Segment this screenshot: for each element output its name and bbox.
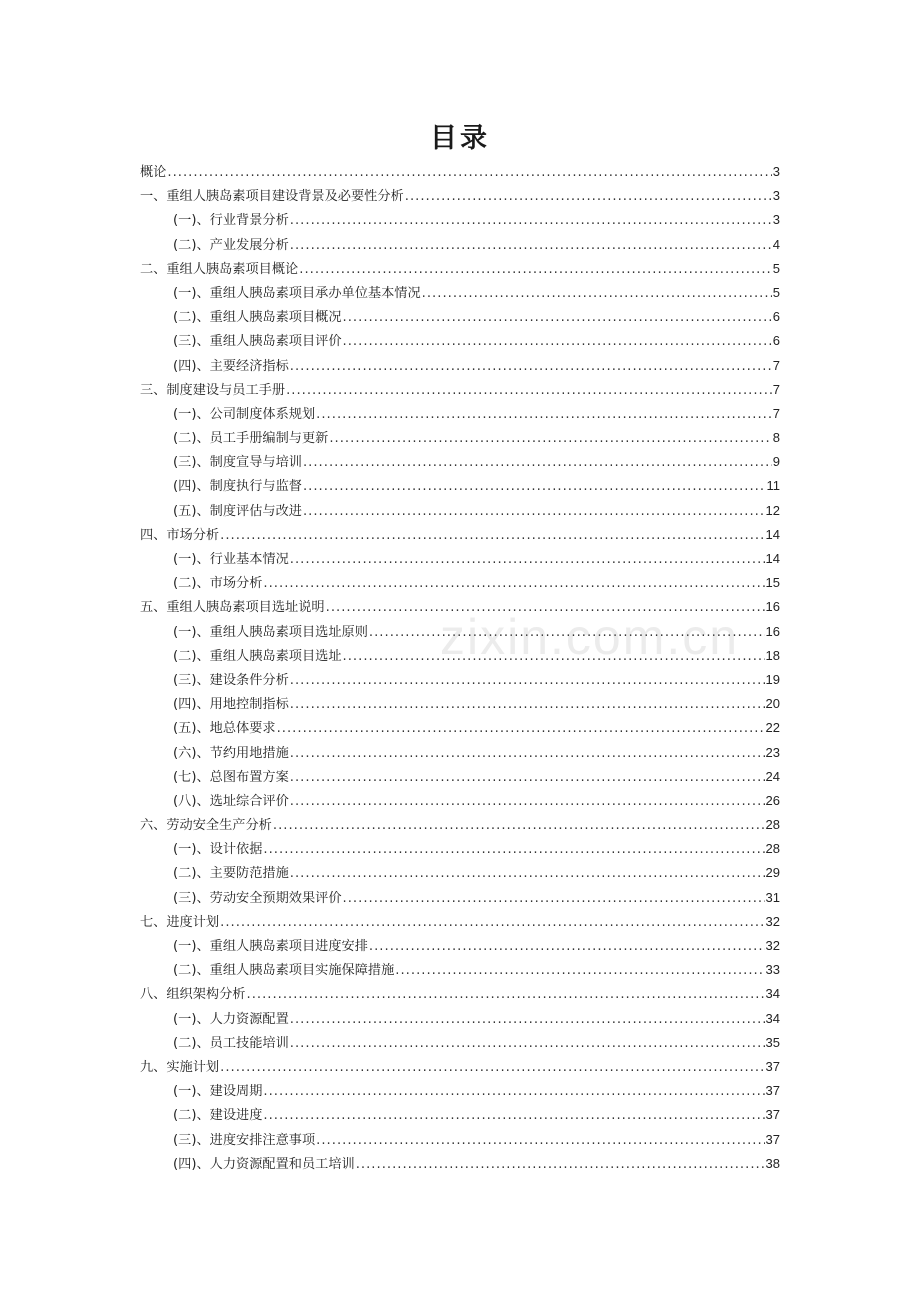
toc-entry-label: (二)、重组人胰岛素项目概况 — [173, 310, 342, 326]
toc-entry[interactable] — [140, 716, 780, 740]
toc-entry[interactable] — [140, 281, 780, 305]
toc-entry-label: 一、重组人胰岛素项目建设背景及必要性分析 — [140, 189, 404, 205]
watermark: zixin.com.cn — [440, 609, 740, 665]
toc-entry-label: (五)、地总体要求 — [173, 721, 276, 737]
toc-entry-page-number: 7 — [772, 357, 780, 373]
toc-entry-label: (四)、用地控制指标 — [173, 697, 289, 713]
toc-entry[interactable] — [140, 426, 780, 450]
toc-entry-page-number: 9 — [772, 454, 780, 470]
toc-entry[interactable] — [140, 837, 780, 861]
toc-entry-page-number: 31 — [765, 889, 780, 905]
toc-entry-page-number: 37 — [765, 1058, 780, 1074]
toc-entry-label: (二)、产业发展分析 — [173, 237, 289, 253]
toc-dot-leader — [326, 596, 765, 620]
toc-entry[interactable] — [140, 1031, 780, 1055]
toc-entry-page-number: 20 — [765, 696, 780, 712]
toc-entry[interactable] — [140, 499, 780, 523]
toc-dot-leader — [395, 959, 764, 983]
toc-entry-label: (八)、选址综合评价 — [173, 793, 289, 809]
toc-entry-page-number: 16 — [765, 599, 780, 615]
toc-entry-label: (一)、公司制度体系规划 — [173, 406, 316, 422]
toc-entry[interactable] — [140, 184, 780, 208]
toc-entry[interactable] — [140, 547, 780, 571]
toc-entry[interactable] — [140, 620, 780, 644]
toc-entry-page-number: 15 — [765, 575, 780, 591]
toc-entry-label: (二)、员工手册编制与更新 — [173, 431, 329, 447]
toc-entry-label: (一)、重组人胰岛素项目选址原则 — [173, 624, 368, 640]
toc-entry-label: (三)、进度安排注意事项 — [173, 1132, 316, 1148]
toc-entry[interactable] — [140, 450, 780, 474]
toc-dot-leader — [167, 161, 771, 185]
toc-entry-page-number: 37 — [765, 1107, 780, 1123]
toc-entry-page-number: 14 — [765, 526, 780, 542]
toc-entry-label: (二)、员工技能培训 — [173, 1035, 289, 1051]
toc-entry-page-number: 3 — [772, 212, 780, 228]
toc-entry[interactable] — [140, 1055, 780, 1079]
toc-dot-leader — [290, 766, 765, 790]
toc-dot-leader — [369, 621, 765, 645]
toc-entry-page-number: 34 — [765, 1010, 780, 1026]
toc-entry[interactable] — [140, 402, 780, 426]
toc-dot-leader — [290, 355, 772, 379]
toc-entry-page-number: 28 — [765, 817, 780, 833]
toc-entry[interactable] — [140, 910, 780, 934]
toc-entry[interactable] — [140, 861, 780, 885]
toc-entry[interactable] — [140, 1152, 780, 1176]
toc-entry[interactable] — [140, 571, 780, 595]
toc-dot-leader — [303, 475, 766, 499]
toc-entry-label: (二)、市场分析 — [173, 576, 263, 592]
toc-entry-label: (四)、人力资源配置和员工培训 — [173, 1156, 355, 1172]
toc-dot-leader — [303, 500, 765, 524]
toc-dot-leader — [290, 1008, 765, 1032]
toc-dot-leader — [273, 814, 765, 838]
toc-entry-page-number: 16 — [765, 623, 780, 639]
toc-entry-label: (二)、建设进度 — [173, 1108, 263, 1124]
toc-entry-label: (五)、制度评估与改进 — [173, 503, 302, 519]
toc-entry-label: 七、进度计划 — [140, 914, 220, 930]
table-of-contents — [140, 160, 780, 1176]
toc-entry[interactable] — [140, 160, 780, 184]
toc-entry-page-number: 22 — [765, 720, 780, 736]
toc-dot-leader — [290, 742, 765, 766]
toc-dot-leader — [290, 548, 765, 572]
toc-entry[interactable] — [140, 305, 780, 329]
toc-entry-label: (二)、重组人胰岛素项目选址 — [173, 648, 342, 664]
toc-entry[interactable] — [140, 1007, 780, 1031]
toc-entry-page-number: 4 — [772, 236, 780, 252]
toc-entry-label: (一)、行业基本情况 — [173, 552, 289, 567]
toc-entry[interactable] — [140, 1128, 780, 1152]
toc-entry-label: (三)、劳动安全预期效果评价 — [173, 890, 342, 906]
toc-dot-leader — [247, 983, 765, 1007]
toc-entry-page-number: 11 — [766, 478, 780, 494]
toc-entry-label: (一)、设计依据 — [173, 842, 263, 858]
toc-entry-page-number: 32 — [765, 938, 780, 953]
toc-dot-leader — [277, 717, 765, 741]
toc-dot-leader — [405, 185, 772, 209]
toc-entry-page-number: 33 — [765, 962, 780, 978]
toc-entry-page-number: 28 — [765, 841, 780, 857]
toc-entry-label: 六、劳动安全生产分析 — [140, 818, 272, 834]
toc-entry-label: (三)、制度宣导与培训 — [173, 455, 302, 471]
toc-entry-label: 概论 — [140, 165, 167, 180]
toc-entry-page-number: 23 — [765, 744, 780, 760]
toc-entry[interactable] — [140, 523, 780, 547]
toc-dot-leader — [263, 1104, 764, 1128]
toc-entry[interactable] — [140, 813, 780, 837]
toc-dot-leader — [286, 379, 772, 403]
toc-entry-page-number: 26 — [765, 792, 780, 808]
page-title: 目录 — [430, 123, 490, 154]
toc-entry-label: (二)、重组人胰岛素项目实施保障措施 — [173, 963, 395, 979]
toc-entry-label: 九、实施计划 — [140, 1059, 220, 1075]
toc-entry-page-number: 5 — [772, 284, 780, 300]
toc-dot-leader — [290, 1032, 765, 1056]
toc-entry-label: (一)、重组人胰岛素项目承办单位基本情况 — [173, 285, 421, 301]
toc-dot-leader — [290, 790, 765, 814]
toc-entry-page-number: 37 — [765, 1131, 780, 1147]
toc-entry[interactable] — [140, 474, 780, 498]
toc-entry-page-number: 7 — [772, 405, 780, 421]
toc-entry[interactable] — [140, 257, 780, 281]
toc-dot-leader — [316, 403, 772, 427]
toc-entry-page-number: 12 — [765, 502, 780, 518]
toc-entry-page-number: 3 — [772, 188, 780, 204]
toc-dot-leader — [343, 330, 772, 354]
toc-entry-label: (一)、人力资源配置 — [173, 1011, 289, 1027]
toc-entry[interactable] — [140, 958, 780, 982]
toc-entry-label: (四)、主要经济指标 — [173, 358, 289, 374]
toc-dot-leader — [343, 645, 765, 669]
toc-dot-leader — [356, 1153, 765, 1177]
toc-entry-page-number: 34 — [765, 986, 780, 1002]
toc-entry-label: (一)、重组人胰岛素项目进度安排 — [173, 939, 368, 954]
toc-entry-page-number: 37 — [765, 1083, 780, 1099]
toc-dot-leader — [290, 209, 772, 233]
toc-dot-leader — [220, 911, 764, 935]
toc-dot-leader — [263, 572, 764, 596]
toc-entry-page-number: 29 — [765, 865, 780, 881]
toc-dot-leader — [290, 693, 765, 717]
toc-entry-page-number: 8 — [772, 430, 780, 446]
toc-entry[interactable] — [140, 692, 780, 716]
toc-dot-leader — [299, 258, 772, 282]
toc-dot-leader — [343, 887, 765, 911]
toc-entry[interactable] — [140, 982, 780, 1006]
toc-entry-label: (七)、总图布置方案 — [173, 769, 289, 785]
toc-dot-leader — [290, 234, 772, 258]
toc-dot-leader — [303, 451, 772, 475]
toc-entry-page-number: 7 — [772, 381, 780, 397]
toc-entry-page-number: 19 — [765, 671, 780, 687]
toc-entry[interactable] — [140, 886, 780, 910]
toc-entry[interactable] — [140, 354, 780, 378]
toc-entry[interactable] — [140, 329, 780, 353]
toc-entry-label: (六)、节约用地措施 — [173, 745, 289, 761]
toc-entry-label: (四)、制度执行与监督 — [173, 479, 302, 495]
toc-dot-leader — [290, 862, 765, 886]
toc-entry[interactable] — [140, 595, 780, 619]
toc-entry[interactable] — [140, 789, 780, 813]
toc-entry[interactable] — [140, 644, 780, 668]
toc-entry[interactable] — [140, 934, 780, 958]
toc-entry-page-number: 5 — [772, 260, 780, 276]
toc-dot-leader — [316, 1129, 764, 1153]
toc-entry-page-number: 38 — [765, 1155, 780, 1171]
toc-entry[interactable] — [140, 1079, 780, 1103]
toc-dot-leader — [220, 1056, 764, 1080]
toc-dot-leader — [369, 935, 765, 959]
toc-entry-label: 三、制度建设与员工手册 — [140, 382, 286, 398]
toc-entry-label: 八、组织架构分析 — [140, 987, 246, 1003]
toc-dot-leader — [343, 306, 772, 330]
toc-entry-page-number: 35 — [765, 1034, 780, 1050]
toc-entry[interactable] — [140, 741, 780, 765]
toc-entry-page-number: 24 — [765, 768, 780, 784]
toc-dot-leader — [263, 1080, 764, 1104]
toc-entry-label: 四、市场分析 — [140, 527, 220, 543]
toc-entry-label: (三)、重组人胰岛素项目评价 — [173, 334, 342, 350]
toc-dot-leader — [290, 669, 765, 693]
toc-entry[interactable] — [140, 668, 780, 692]
toc-entry-label: (一)、建设周期 — [173, 1084, 263, 1100]
toc-entry-page-number: 18 — [765, 647, 780, 663]
toc-dot-leader — [422, 282, 772, 306]
toc-entry-label: (一)、行业背景分析 — [173, 213, 289, 229]
toc-entry[interactable] — [140, 233, 780, 257]
toc-dot-leader — [263, 838, 764, 862]
toc-entry-label: (三)、建设条件分析 — [173, 672, 289, 688]
toc-entry-page-number: 6 — [772, 333, 780, 349]
toc-entry[interactable] — [140, 765, 780, 789]
toc-entry-label: 五、重组人胰岛素项目选址说明 — [140, 600, 325, 616]
toc-entry-page-number: 32 — [765, 913, 780, 929]
toc-entry[interactable] — [140, 208, 780, 232]
toc-entry[interactable] — [140, 1103, 780, 1127]
toc-entry-page-number: 14 — [765, 551, 780, 566]
toc-entry-page-number: 3 — [772, 164, 780, 179]
toc-entry[interactable] — [140, 378, 780, 402]
toc-dot-leader — [329, 427, 771, 451]
toc-entry-label: (二)、主要防范措施 — [173, 866, 289, 882]
toc-dot-leader — [220, 524, 764, 548]
toc-entry-page-number: 6 — [772, 309, 780, 325]
toc-entry-label: 二、重组人胰岛素项目概论 — [140, 261, 299, 277]
